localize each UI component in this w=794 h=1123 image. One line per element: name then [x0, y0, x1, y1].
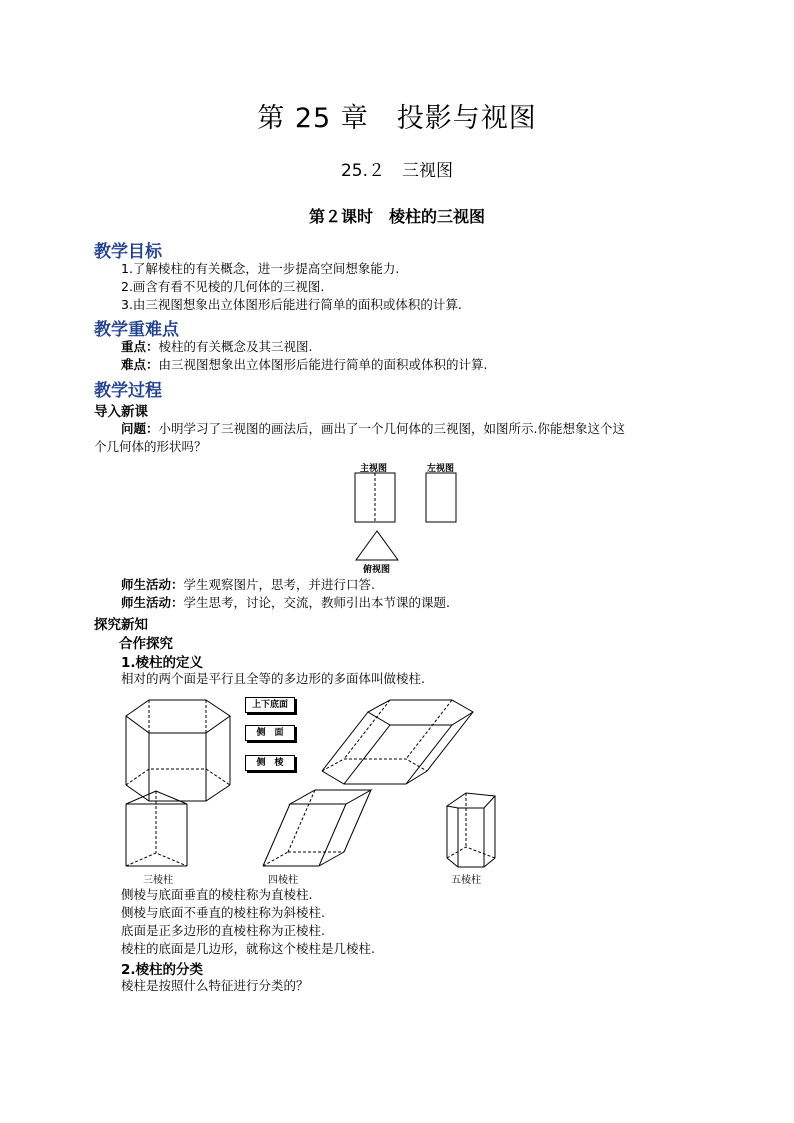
hexagonal-prism: [126, 700, 230, 801]
triangular-prism: [126, 791, 187, 866]
left-view-label: 左视图: [427, 464, 455, 474]
fact-line: 侧棱与底面不垂直的棱柱称为斜棱柱.: [121, 905, 325, 920]
top-view-label: 俯视图: [363, 565, 391, 575]
question-line-2: 个几何体的形状吗？: [94, 439, 207, 454]
oblique-hexagonal-prism: [322, 700, 473, 784]
activity-label: 师生活动：: [121, 577, 184, 592]
front-view-rect: [355, 473, 395, 522]
difficulty-label: 难点：: [121, 357, 159, 372]
coop-heading: 合作探究: [119, 636, 173, 652]
chapter-title: 第 25 章 投影与视图: [257, 103, 537, 134]
front-view-label: 主视图: [360, 464, 388, 474]
explore-heading: 探究新知: [94, 617, 148, 633]
fact-line: 侧棱与底面垂直的棱柱称为直棱柱.: [121, 887, 313, 902]
intro-heading: 导入新课: [94, 404, 148, 420]
classification-heading: 2.棱柱的分类: [121, 962, 204, 978]
difficulty-text: 由三视图想象出立体图形后能进行简单的面积或体积的计算.: [158, 357, 488, 372]
section-title: 25.２ 三视图: [340, 161, 454, 181]
label-box-edges: 侧 棱: [245, 755, 295, 771]
definition-heading: 1.棱柱的定义: [121, 655, 204, 671]
activity-line-2: [121, 594, 450, 612]
activity-text: 学生思考，讨论，交流，教师引出本节课的课题.: [183, 595, 450, 610]
question-text: 小明学习了三视图的画法后，画出了一个几何体的三视图，如图所示.你能想象这个这: [158, 421, 625, 436]
label-box-faces: 侧 面: [245, 725, 295, 741]
left-view-rect: [426, 473, 456, 522]
question-label: 问题：: [121, 421, 159, 436]
activity-line-1: [121, 576, 375, 594]
goals-heading: 教学目标: [94, 242, 162, 262]
question-line-1: [121, 420, 625, 438]
focus-label: 重点：: [121, 339, 159, 354]
top-view-triangle: [356, 531, 398, 560]
goal-item: 2.画含有看不见棱的几何体的三视图.: [121, 279, 325, 294]
lesson-title: 第２课时 棱柱的三视图: [308, 207, 485, 226]
activity-text: 学生观察图片，思考，并进行口答.: [183, 577, 375, 592]
definition-text: 相对的两个面是平行且全等的多边形的多面体叫做棱柱.: [121, 671, 425, 686]
focus-line: [121, 338, 313, 356]
prism-caption: 三棱柱: [143, 875, 173, 886]
goal-item: 1.了解棱柱的有关概念，进一步提高空间想象能力.: [121, 261, 400, 276]
activity-label: 师生活动：: [121, 595, 184, 610]
label-box-bases: 上下底面: [245, 697, 295, 713]
process-heading: 教学过程: [94, 381, 162, 401]
key-points-heading: 教学重难点: [94, 320, 179, 340]
goal-item: 3.由三视图想象出立体图形后能进行简单的面积或体积的计算.: [121, 297, 462, 312]
quadrilateral-prism: [263, 790, 371, 866]
difficulty-line: [121, 356, 488, 374]
fact-line: 棱柱的底面是几边形，就称这个棱柱是几棱柱.: [121, 941, 375, 956]
focus-text: 棱柱的有关概念及其三视图.: [158, 339, 313, 354]
prism-caption: 五棱柱: [451, 875, 481, 886]
prism-caption: 四棱柱: [268, 875, 298, 886]
pentagonal-prism: [447, 793, 495, 867]
classification-question: 棱柱是按照什么特征进行分类的？: [121, 978, 309, 993]
fact-line: 底面是正多边形的直棱柱称为正棱柱.: [121, 923, 325, 938]
